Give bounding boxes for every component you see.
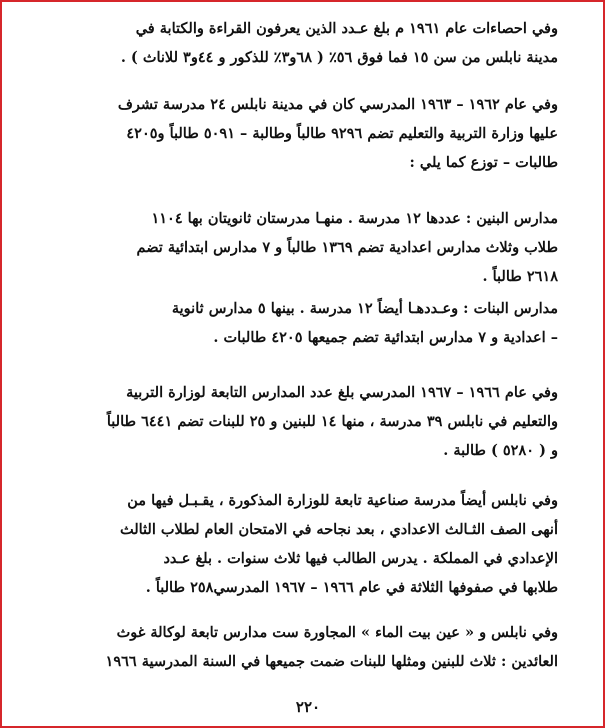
text-line: مدارس البنين : عددها ١٢ مدرسة . منهـا مدرستان ثانويتان بها ١١٠٤ xyxy=(151,210,558,227)
paragraph-schools-1966 xyxy=(58,378,558,465)
text-line: وفي نابلس أيضاً مدرسة صناعية تابعة للوزارة المذكورة ، يقـبـل فيها من xyxy=(127,492,558,509)
text-line: عليها وزارة التربية والتعليم تضم ٩٢٩٦ طالباً وطالبة – ٥٠٩١ طالباً و٤٢٠٥ xyxy=(126,125,558,142)
text-line: طلاب وثلاث مدارس اعدادية تضم ١٣٦٩ طالباً و ٧ مدارس ابتدائية تضم xyxy=(136,239,558,256)
paragraph-schools-1962 xyxy=(58,90,558,177)
paragraph-industrial-school xyxy=(58,486,558,602)
paragraph-literacy-1961 xyxy=(58,14,558,72)
paragraph-unrwa-schools xyxy=(58,618,558,676)
text-line: وفي عام ١٩٦٦ – ١٩٦٧ المدرسي بلغ عدد المدارس التابعة لوزارة التربية xyxy=(126,384,558,401)
text-line: مدينة نابلس من سن ١٥ فما فوق ٥٦٪ ( ٦٨و٣٪ للذكور و ٤٤و٣ للاناث ) . xyxy=(120,49,558,66)
text-line: مدارس البنات : وعـددهـا أيضاً ١٢ مدرسة . بينها ٥ مدارس ثانوية xyxy=(171,300,558,317)
paragraph-boys-schools xyxy=(58,204,558,291)
text-line: و ( ٥٢٨٠ ) طالبة . xyxy=(443,442,558,459)
text-line: وفي عام ١٩٦٢ – ١٩٦٣ المدرسي كان في مدينة نابلس ٢٤ مدرسة تشرف xyxy=(117,96,558,113)
text-line: طالبات – توزع كما يلي : xyxy=(409,154,558,171)
document-page xyxy=(58,8,558,718)
page-number: ٢٢٠ xyxy=(295,698,321,716)
text-line: وفي نابلس و « عين بيت الماء » المجاورة ست مدارس تابعة لوكالة غوث xyxy=(116,624,558,641)
text-line: – اعدادية و ٧ مدارس ابتدائية تضم جميعها ٤٢٠٥ طالبات . xyxy=(213,329,558,346)
text-line: الإعدادي في المملكة . يدرس الطالب فيها ثلاث سنوات . بلغ عـدد xyxy=(163,550,558,567)
paragraph-girls-schools xyxy=(58,294,558,352)
text-line: وفي احصاءات عام ١٩٦١ م بلغ عـدد الذين يعرفون القراءة والكتابة في xyxy=(135,20,558,37)
text-line: ٢٦١٨ طالباً . xyxy=(482,268,558,285)
text-line: طلابها في صفوفها الثلاثة في عام ١٩٦٦ – ١٩٦٧ المدرسي٢٥٨ طالباً . xyxy=(145,579,558,596)
text-line: أنهى الصف الثـالث الاعدادي ، بعد نجاحه في الامتحان العام لطلاب الثالث xyxy=(119,521,558,538)
text-line: والتعليم في نابلس ٣٩ مدرسة ، منها ١٤ للبنين و ٢٥ للبنات تضم ٦٤٤١ طالباً xyxy=(106,413,558,430)
text-line: العائدين : ثلاث للبنين ومثلها للبنات ضمت جميعها في السنة المدرسية ١٩٦٦ xyxy=(105,653,558,670)
